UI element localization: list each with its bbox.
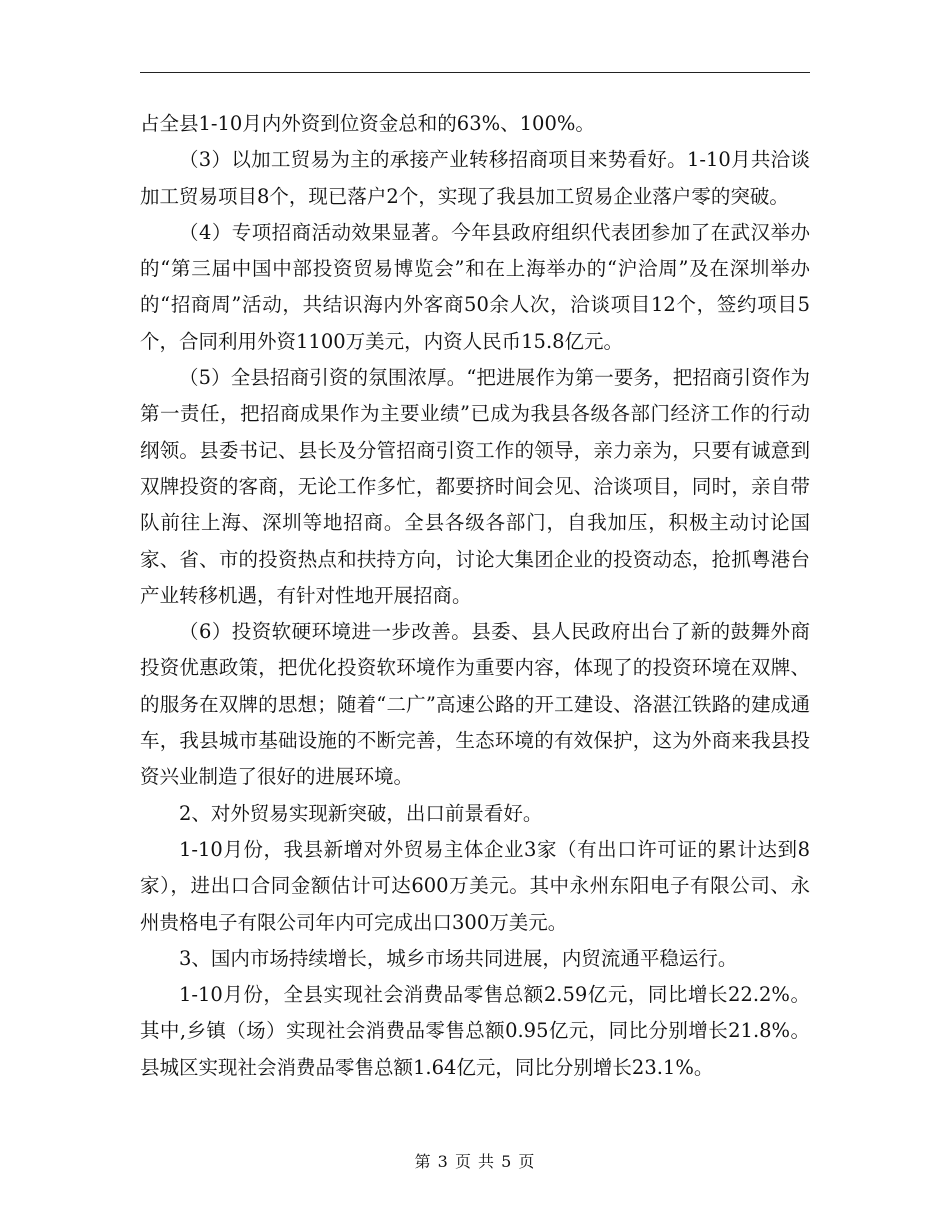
paragraph-item-5-atmosphere: （5）全县招商引资的氛围浓厚。“把进展作为第一要务，把招商引资作为第一责任，把招商成果作为主要业绩”已成为我县各级各部门经济工作的行动纲领。县委书记、县长及分管招商引资工作的领导，亲力亲为，只要有诚意到双牌投资的客商，无论工作多忙，都要挤时间会见、洽谈项目，同时，亲自带队前往上海、深圳等地招商。全县各级各部门，自我加压，积极主动讨论国家、省、市的投资热点和扶持方向，讨论大集团企业的投资动态，抢抓粤港台产业转移机遇，有针对性地开展招商。: [140, 366, 810, 607]
paragraph-foreign-trade: 1-10月份，我县新增对外贸易主体企业3家（有出口许可证的累计达到8家），进出口合同金额估计可达600万美元。其中永州东阳电子有限公司、永州贵格电子有限公司年内可完成出口300万美元。: [140, 837, 810, 934]
paragraph-item-3-processing-trade: （3）以加工贸易为主的承接产业转移招商项目来势看好。1-10月共洽谈加工贸易项目8个，现已落户2个，实现了我县加工贸易企业落户零的突破。: [140, 148, 810, 208]
section-heading-foreign-trade: 2、对外贸易实现新突破，出口前景看好。: [179, 801, 543, 825]
paragraph-item-4-special-events: （4）专项招商活动效果显著。今年县政府组织代表团参加了在武汉举办的“第三届中国中部投资贸易博览会”和在上海举办的“沪洽周”及在深圳举办的“招商周”活动，共结识海内外客商50余人次，洽谈项目12个，签约项目5个，合同利用外资1100万美元，内资人民币15.8亿元。: [140, 220, 810, 353]
page-number-footer: 第 3 页 共 5 页: [414, 1152, 536, 1171]
document-body: [140, 106, 810, 1086]
paragraph-domestic-market: 1-10月份，全县实现社会消费品零售总额2.59亿元，同比增长22.2%。其中,乡镇（场）实现社会消费品零售总额0.95亿元，同比分别增长21.8%。县城区实现社会消费品零售总额1.64亿元，同比分别增长23.1%。: [140, 983, 810, 1079]
header-rule: [140, 72, 810, 73]
section-heading-domestic-market: 3、国内市场持续增长，城乡市场共同进展，内贸流通平稳运行。: [179, 946, 738, 970]
paragraph-item-6-environment: （6）投资软硬环境进一步改善。县委、县人民政府出台了新的鼓舞外商投资优惠政策，把优化投资软环境作为重要内容，体现了的投资环境在双牌、的服务在双牌的思想；随着“二广”高速公路的开工建设、洛湛江铁路的建成通车，我县城市基础设施的不断完善，生态环境的有效保护，这为外商来我县投资兴业制造了很好的进展环境。: [140, 620, 810, 789]
paragraph-continuation: 占全县1-10月内外资到位资金总和的63%、100%。: [140, 112, 595, 135]
